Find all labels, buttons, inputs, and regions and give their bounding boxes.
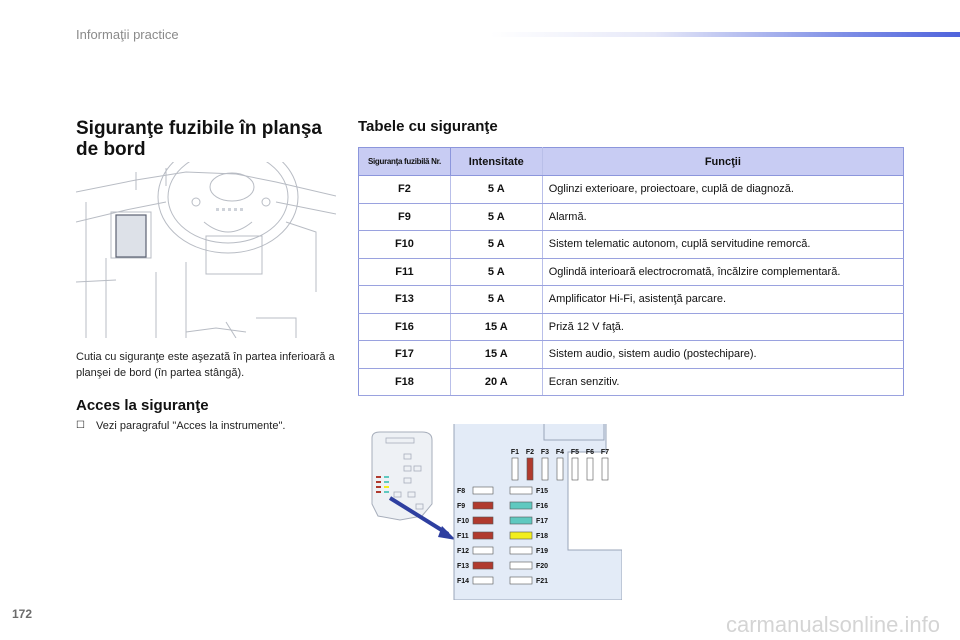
checkbox-bullet-icon: ☐	[76, 420, 85, 431]
fuse-label: F12	[457, 548, 470, 555]
fuse-function-cell: Sistem telematic autonom, cuplă servitudine remorcă.	[542, 231, 903, 259]
fuse-intensity-cell: 5 A	[450, 203, 542, 231]
fuse-number-cell: F13	[359, 286, 451, 314]
fuse-intensity-cell: 5 A	[450, 286, 542, 314]
fuse-label: F21	[536, 578, 549, 585]
table-row	[359, 286, 904, 314]
access-section-title: Acces la siguranţe	[76, 397, 209, 414]
fuse-label: F4	[555, 449, 565, 456]
table-row	[359, 231, 904, 259]
fuse-label: F19	[536, 548, 549, 555]
fuse-number-cell: F10	[359, 231, 451, 259]
fuse-number-cell: F16	[359, 313, 451, 341]
fuse-label: F13	[457, 563, 470, 570]
fuse-function-cell: Sistem audio, sistem audio (postechipare).	[542, 341, 903, 369]
section-header: Informaţii practice	[76, 27, 179, 42]
fuse-number-cell: F11	[359, 258, 451, 286]
fuse-function-cell: Oglinzi exterioare, proiectoare, cuplă de diagnoză.	[542, 176, 903, 204]
fuse-intensity-cell: 15 A	[450, 313, 542, 341]
table-row	[359, 368, 904, 396]
table-row	[359, 203, 904, 231]
fuse-label: F10	[457, 518, 470, 525]
fuse-function-cell: Oglindă interioară electrocromată, încălzire complementară.	[542, 258, 903, 286]
fuse-label: F20	[536, 563, 549, 570]
fuse-label: F1	[510, 449, 520, 456]
fuse-label: F5	[570, 449, 580, 456]
page-title: Siguranţe fuzibile în planşa de bord	[76, 118, 322, 160]
column-header-functions: Funcţii	[542, 148, 903, 176]
table-row	[359, 341, 904, 369]
fuse-label: F2	[525, 449, 535, 456]
fuse-tables-title: Tabele cu siguranţe	[358, 118, 498, 135]
fuse-box-location-caption: Cutia cu siguranţe este aşezată în partea inferioară a planşei de bord (în partea stângă).	[76, 351, 335, 379]
column-header-fuse-number: Siguranţa fuzibilă Nr.	[359, 148, 451, 176]
dashboard-illustration	[76, 162, 336, 338]
fuse-number-cell: F9	[359, 203, 451, 231]
table-row	[359, 313, 904, 341]
fuse-box-illustration	[360, 424, 622, 600]
fuse-label: F9	[457, 503, 466, 510]
fuse-intensity-cell: 5 A	[450, 176, 542, 204]
fuse-number-cell: F18	[359, 368, 451, 396]
fuse-label: F17	[536, 518, 549, 525]
header-gradient-bar	[490, 32, 960, 37]
fuse-table	[358, 147, 904, 396]
fuse-label: F3	[540, 449, 550, 456]
fuse-intensity-cell: 15 A	[450, 341, 542, 369]
fuse-function-cell: Ecran senzitiv.	[542, 368, 903, 396]
fuse-intensity-cell: 5 A	[450, 231, 542, 259]
column-header-intensity: Intensitate	[450, 148, 542, 176]
page-number: 172	[12, 607, 33, 621]
fuse-number-cell: F17	[359, 341, 451, 369]
fuse-label: F7	[600, 449, 610, 456]
fuse-label: F18	[536, 533, 549, 540]
fuse-function-cell: Alarmă.	[542, 203, 903, 231]
table-row	[359, 258, 904, 286]
fuse-function-cell: Priză 12 V faţă.	[542, 313, 903, 341]
table-header-row	[359, 148, 904, 176]
fuse-label: F6	[585, 449, 595, 456]
fuse-label: F14	[457, 578, 470, 585]
access-instruction	[76, 420, 285, 432]
fuse-intensity-cell: 5 A	[450, 258, 542, 286]
fuse-intensity-cell: 20 A	[450, 368, 542, 396]
fuse-function-cell: Amplificator Hi-Fi, asistenţă parcare.	[542, 286, 903, 314]
fuse-label: F15	[536, 488, 549, 495]
fuse-label: F16	[536, 503, 549, 510]
access-instruction-text: Vezi paragraful "Acces la instrumente".	[96, 420, 286, 432]
fuse-label: F11	[457, 533, 469, 540]
fuse-number-cell: F2	[359, 176, 451, 204]
watermark: carmanualsonline.info	[725, 612, 940, 637]
fuse-label: F8	[457, 488, 466, 495]
table-row	[359, 176, 904, 204]
